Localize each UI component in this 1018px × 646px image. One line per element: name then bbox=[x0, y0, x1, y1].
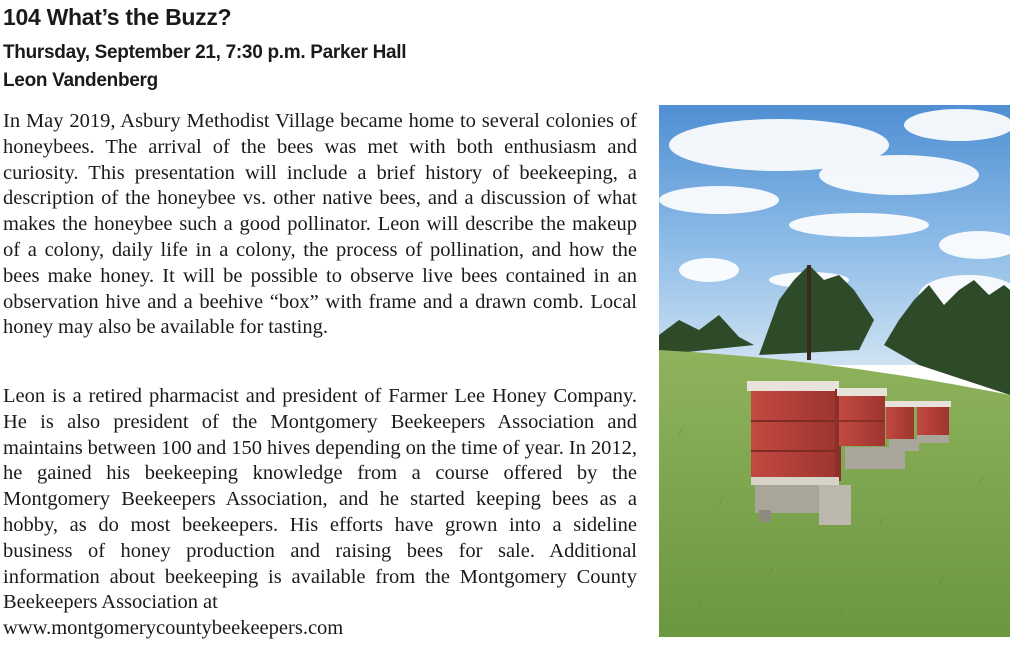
event-presenter: Leon Vandenberg bbox=[3, 70, 158, 91]
beehives-photo bbox=[659, 105, 1010, 637]
description-paragraph-2-text: Leon is a retired pharmacist and president of Farmer Lee Honey Company. He is also president of the Montgomery Beekeepers Association and maintains between 100 and 150 hives depending on the time of year. In 2012, he gained his beekeeping knowledge from a course offered by the Montgomery Beekeepers Association, and he started keeping bees as a hobby, as do most beekeepers. His efforts have grown into a sideline business of honey production and raising bees for sale. Additional information about beekeeping is available from the Montgomery County Beekeepers Association at bbox=[3, 385, 637, 614]
event-datetime-location: Thursday, September 21, 7:30 p.m. Parker Hall bbox=[3, 42, 407, 63]
description-paragraph-2 bbox=[3, 384, 637, 642]
description-paragraph-1: In May 2019, Asbury Methodist Village became home to several colonies of honeybees. The arrival of the bees was met with both enthusiasm and curiosity. This presentation will include a brief history of beekeeping, a description of the honeybee vs. other native bees, and a discussion of what makes the honeybee such a good pollinator. Leon will describe the makeup of a colony, daily life in a colony, the process of pollination, and how the bees make honey. It will be possible to observe live bees contained in an observation hive and a beehive “box” with frame and a drawn comb. Local honey may also be available for tasting. bbox=[3, 110, 637, 339]
event-title: 104 What’s the Buzz? bbox=[3, 4, 232, 30]
hive-4 bbox=[915, 401, 951, 443]
beehives-illustration bbox=[659, 105, 1010, 637]
hive-3 bbox=[885, 401, 919, 451]
hive-1 bbox=[747, 381, 851, 525]
website-link[interactable]: www.montgomerycountybeekeepers.com bbox=[3, 617, 344, 640]
